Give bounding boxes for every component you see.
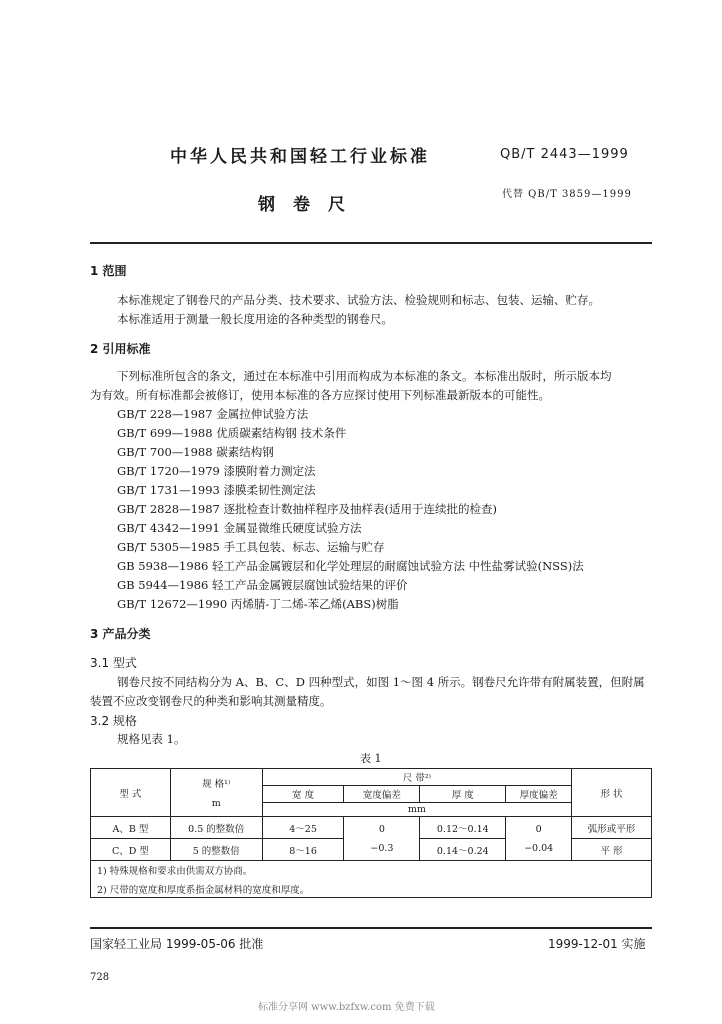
cell-width: 4～25 [262, 817, 344, 839]
cell-spec: 0.5 的整数倍 [170, 817, 262, 839]
section-1-heading: 1 范围 [90, 264, 127, 278]
header-rule [90, 242, 652, 244]
spec-table [90, 768, 652, 898]
section-3-2-heading: 3.2 规格 [90, 714, 137, 728]
cell-thickness: 0.14～0.24 [420, 839, 506, 861]
standard-title: 中华人民共和国轻工行业标准 [170, 147, 430, 167]
section-1-paragraph: 本标准适用于测量一般长度用途的各种类型的钢卷尺。 [117, 312, 393, 326]
watermark: 标准分享网 www.bzfxw.com 免费下载 [258, 1002, 435, 1013]
cell-shape: 平 形 [572, 839, 652, 861]
header-type: 型 式 [91, 769, 171, 817]
section-2-intro: 下列标准所包含的条文，通过在本标准中引用而构成为本标准的条文。本标准出版时，所示版本均 [117, 369, 612, 383]
standard-code: QB/T 2443—1999 [500, 147, 629, 162]
reference-item: GB/T 228—1987 金属拉伸试验方法 [117, 407, 309, 421]
reference-item: GB/T 12672—1990 丙烯腈-丁二烯-苯乙烯(ABS)树脂 [117, 597, 399, 611]
cell-type: C、D 型 [91, 839, 171, 861]
table-header-row [91, 769, 652, 786]
reference-item: GB/T 1720—1979 漆膜附着力测定法 [117, 464, 316, 478]
section-3-1-heading: 3.1 型式 [90, 656, 137, 670]
header-thickness-deviation: 厚度偏差 [506, 786, 572, 803]
header-tape: 尺 带²⁾ [262, 769, 571, 786]
cell-width-deviation: 0 −0.3 [344, 817, 420, 861]
reference-item: GB/T 1731—1993 漆膜柔韧性测定法 [117, 483, 316, 497]
section-3-2-paragraph: 规格见表 1。 [117, 732, 186, 746]
section-2-intro: 为有效。所有标准都会被修订，使用本标准的各方应探讨使用下列标准最新版本的可能性。 [90, 388, 550, 402]
header-width: 宽 度 [262, 786, 344, 803]
cell-shape: 弧形或平形 [572, 817, 652, 839]
section-3-1-paragraph: 钢卷尺按不同结构分为 A、B、C、D 四种型式，如图 1～图 4 所示。钢卷尺允许带有附属装置，但附属 [117, 675, 645, 689]
table-row [91, 817, 652, 839]
table-caption: 表 1 [360, 752, 382, 765]
cell-thickness: 0.12～0.14 [420, 817, 506, 839]
header-unit: mm [262, 803, 571, 817]
document-title: 钢卷尺 [258, 195, 363, 215]
cell-width: 8～16 [262, 839, 344, 861]
cell-type: A、B 型 [91, 817, 171, 839]
header-shape: 形 状 [572, 769, 652, 817]
replaces-standard: 代替 QB/T 3859—1999 [502, 189, 632, 200]
cell-thickness-deviation: 0 −0.04 [506, 817, 572, 861]
section-3-heading: 3 产品分类 [90, 627, 151, 641]
reference-item: GB/T 4342—1991 金属显微维氏硬度试验方法 [117, 521, 362, 535]
reference-item: GB/T 5305—1985 手工具包装、标志、运输与贮存 [117, 540, 385, 554]
section-2-heading: 2 引用标准 [90, 342, 151, 356]
footer-rule [90, 927, 652, 929]
reference-item: GB/T 699—1988 优质碳素结构钢 技术条件 [117, 426, 347, 440]
page-number: 728 [90, 972, 110, 983]
reference-item: GB/T 2828—1987 逐批检查计数抽样程序及抽样表(适用于连续批的检查) [117, 502, 497, 516]
header-thickness: 厚 度 [420, 786, 506, 803]
section-1-paragraph: 本标准规定了钢卷尺的产品分类、技术要求、试验方法、检验规则和标志、包装、运输、贮存。 [117, 293, 600, 307]
reference-item: GB 5944—1986 轻工产品金属镀层腐蚀试验结果的评价 [117, 578, 408, 592]
header-width-deviation: 宽度偏差 [344, 786, 420, 803]
cell-spec: 5 的整数倍 [170, 839, 262, 861]
table-notes [91, 861, 652, 898]
approval-line: 国家轻工业局 1999-05-06 批准 [90, 937, 264, 951]
table-note-row [91, 861, 652, 898]
reference-item: GB/T 700—1988 碳素结构钢 [117, 445, 274, 459]
section-3-1-paragraph: 装置不应改变钢卷尺的种类和影响其测量精度。 [90, 694, 332, 708]
table-note: 2) 尺带的宽度和厚度系指金属材料的宽度和厚度。 [97, 884, 310, 896]
header-spec: 规 格¹⁾ m [170, 769, 262, 817]
table-note: 1) 特殊规格和要求由供需双方协商。 [97, 865, 253, 877]
reference-item: GB 5938—1986 轻工产品金属镀层和化学处理层的耐腐蚀试验方法 中性盐雾试验(NSS)法 [117, 559, 584, 573]
effective-date: 1999-12-01 实施 [548, 937, 646, 951]
